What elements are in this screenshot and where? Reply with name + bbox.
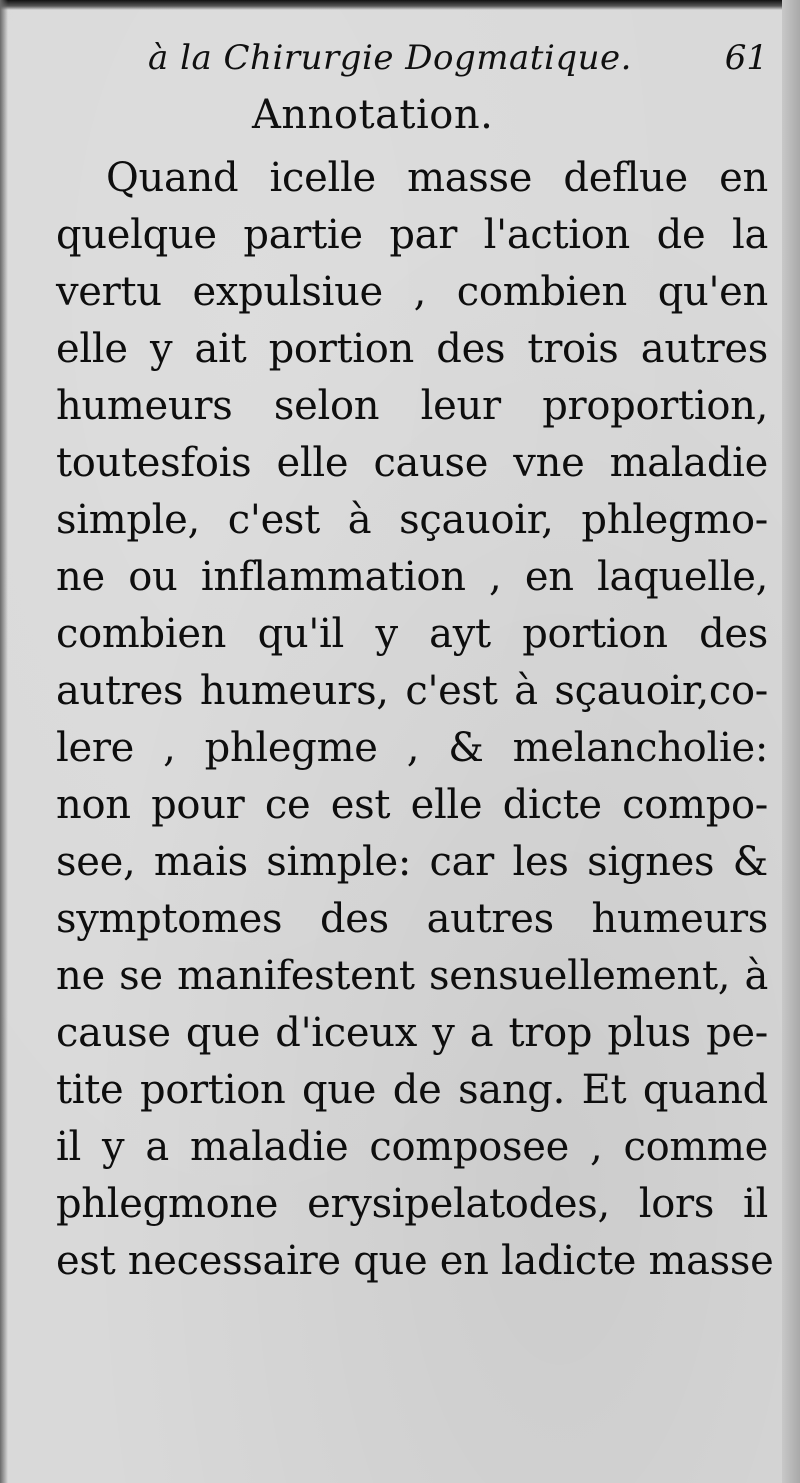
text-line: il y a maladie composee , comme <box>56 1124 768 1170</box>
page-number: 61 <box>724 38 768 78</box>
text-line: see, mais simple: car les signes & <box>56 839 768 885</box>
body-text <box>56 150 774 1290</box>
text-line: elle y ait portion des trois autres <box>56 326 768 372</box>
text-line: ne se manifestent sensuellement, à <box>56 953 768 999</box>
page-left-edge <box>0 0 8 1483</box>
text-line: tite portion que de sang. Et quand <box>56 1067 768 1113</box>
text-line: phlegmone erysipelatodes, lors il <box>56 1181 768 1227</box>
text-line: est necessaire que en ladicte masse <box>56 1238 774 1284</box>
section-heading: Annotation. <box>252 92 494 138</box>
text-line: combien qu'il y ayt portion des <box>56 611 768 657</box>
text-line: humeurs selon leur proportion, <box>56 383 768 429</box>
running-head <box>148 38 768 88</box>
text-line: symptomes des autres humeurs <box>56 896 768 942</box>
text-line: cause que d'iceux y a trop plus pe- <box>56 1010 768 1056</box>
text-line: non pour ce est elle dicte compo- <box>56 782 768 828</box>
page-right-edge <box>782 0 800 1483</box>
page-top-edge <box>0 0 800 10</box>
text-line: quelque partie par l'action de la <box>56 212 768 258</box>
text-line: Quand icelle masse deflue en <box>106 155 768 201</box>
text-line: ne ou inflammation , en laquelle, <box>56 554 768 600</box>
running-title: à la Chirurgie Dogmatique. <box>148 38 632 78</box>
text-line: vertu expulsiue , combien qu'en <box>56 269 768 315</box>
text-line: lere , phlegme , & melancholie: <box>56 725 768 771</box>
text-line: toutesfois elle cause vne maladie <box>56 440 768 486</box>
text-line: autres humeurs, c'est à sçauoir,co- <box>56 668 768 714</box>
text-line: simple, c'est à sçauoir, phlegmo- <box>56 497 768 543</box>
